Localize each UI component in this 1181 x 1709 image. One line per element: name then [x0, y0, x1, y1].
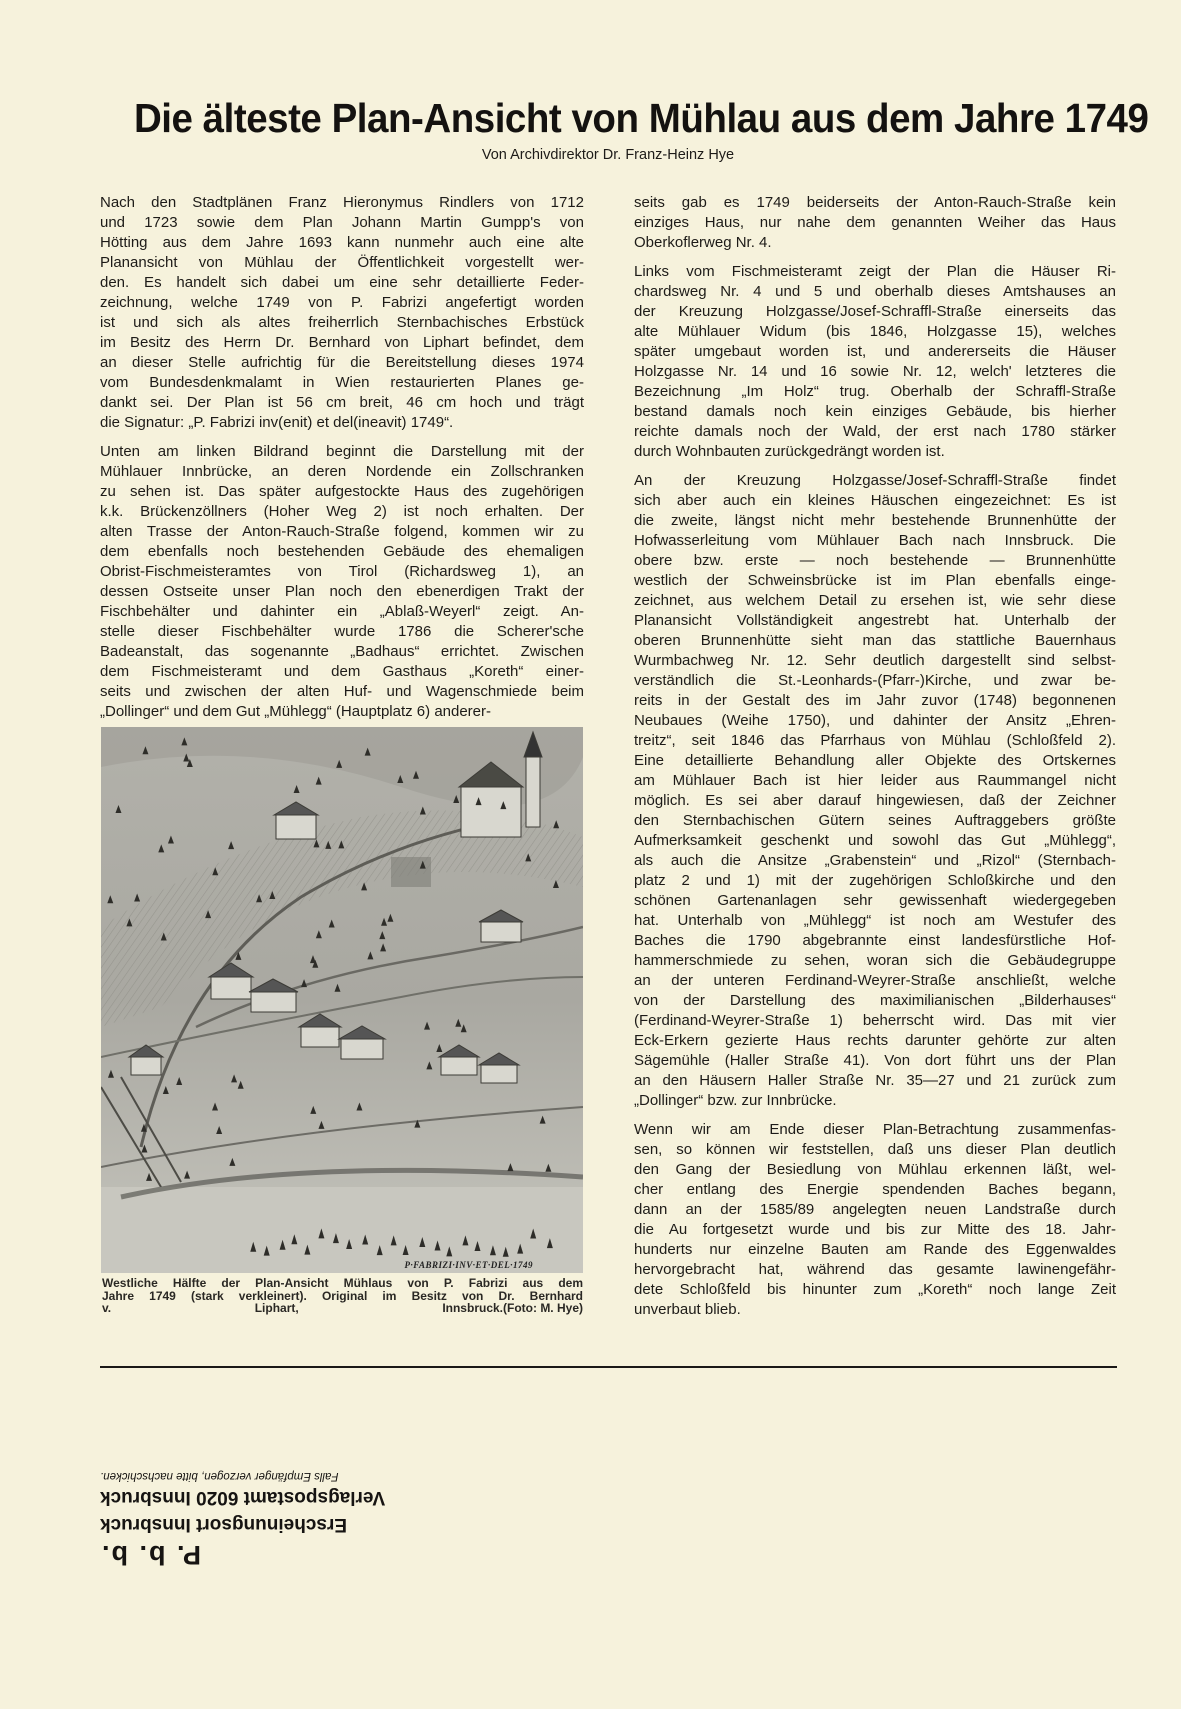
text-line: den Sternbachischen Gütern seines Auftraggebers größte [634, 812, 1116, 829]
text-line: seits und zwischen der alten Huf- und Wagenschmiede beim [100, 683, 584, 700]
text-line: platz 2 und 1) mit der zugehörigen Schloßkirche und den [634, 872, 1116, 889]
text-line: Holzgasse Nr. 14 und 16 sowie Nr. 12, welch' letzteres die [634, 363, 1116, 380]
article-title: Die älteste Plan-Ansicht von Mühlau aus dem Jahre 1749 [133, 95, 1149, 141]
erscheinungsort: Erscheinungsort Innsbruck [100, 1514, 348, 1535]
text-line: sen, so können wir feststellen, daß uns dieser Plan deutlich [634, 1141, 1116, 1158]
text-line: dessen Ostseite unser Plan noch den ebenerdigen Trakt der [100, 583, 584, 600]
verlagspostamt: Verlagspostamt 6020 Innsbruck [100, 1487, 386, 1508]
right-column [634, 193, 1116, 1329]
text-line: hammerschmiede zu sehen, woran sich die Gebäudegruppe [634, 952, 1116, 969]
text-line: hervorgebracht hat, während das gesamte lawinengefähr- [634, 1261, 1116, 1278]
text-line: die zweite, längst nicht mehr bestehende Brunnenhütte der [634, 512, 1116, 529]
text-line: Wurmbachweg Nr. 12. Sehr deutlich dargestellt sind selbst- [634, 652, 1116, 669]
text-line: Bezeichnung „Im Holz“ trug. Oberhalb der Schraffl-Straße [634, 383, 1116, 400]
text-line: „Dollinger“ und dem Gut „Mühlegg“ (Hauptplatz 6) anderer- [100, 703, 492, 720]
text-line: obere bzw. erste — noch bestehende — Brunnenhütte [634, 552, 1116, 569]
text-line: Links vom Fischmeisteramt zeigt der Plan die Häuser Ri- [634, 263, 1116, 280]
text-line: den Gang der Besiedlung von Mühlau erkennen läßt, wel- [634, 1161, 1116, 1178]
text-line: später umgebaut worden ist, und andererseits die Häuser [634, 343, 1116, 360]
text-line: dem Fischmeisteramt und dem Gasthaus „Koreth“ einer- [100, 663, 584, 680]
text-line: Hofwasserleitung vom Mühlauer Bach nach Innsbruck. Die [634, 532, 1116, 549]
text-line: „Dollinger“ bzw. zur Innbrücke. [634, 1092, 837, 1109]
left-column [100, 193, 584, 731]
text-line: dem ebenfalls noch bestehenden Gebäude des ehemaligen [100, 543, 584, 560]
text-line: dete Schloßfeld bis hinunter zum „Koreth“ noch lange Zeit [634, 1281, 1116, 1298]
text-line: an dieser Stelle aufrichtig für die Bereitstellung dieses 1974 [100, 354, 584, 371]
text-line: schönen Gartenanlagen sehr gewissenhaft wiedergegeben [634, 892, 1116, 909]
text-line: Baches die 1790 abgebrannte einst landesfürstliche Hof- [634, 932, 1116, 949]
text-line: reichte damals noch der Wald, der erst nach 1780 stärker [634, 423, 1116, 440]
text-line: alten Trasse der Anton-Rauch-Straße folgend, kommen wir zu [100, 523, 584, 540]
text-line: und 1723 sowie dem Plan Johann Martin Gumpp's von [100, 214, 584, 231]
plan-drawing-image [101, 727, 583, 1273]
text-line: hat. Unterhalb von „Mühlegg“ ist noch am Westufer des [634, 912, 1116, 929]
text-line: vom Bundesdenkmalamt in Wien restaurierten Planes ge- [100, 374, 584, 391]
paragraph [100, 193, 584, 433]
text-line: Mühlauer Innbrücke, an deren Nordende ein Zollschranken [100, 463, 584, 480]
text-line: Neubaues (Weihe 1750), und dahinter der Ansitz „Ehren- [634, 712, 1116, 729]
text-line: zu sehen ist. Das später aufgestockte Haus des zugehörigen [100, 483, 584, 500]
caption-line: Westliche Hälfte der Plan-Ansicht Mühlaus von P. Fabrizi aus dem [102, 1276, 583, 1290]
text-line: Sägemühle (Haller Straße 41). Von dort führt uns der Plan [634, 1052, 1116, 1069]
text-line: bestand damals noch kein einziges Gebäude, bis hierher [634, 403, 1116, 420]
text-line: die Signatur: „P. Fabrizi inv(enit) et del(ineavit) 1749“. [100, 414, 454, 431]
paragraph [634, 262, 1116, 462]
figure-caption [102, 1277, 583, 1315]
text-line: am Mühlauer Bach ist hier leider aus Raummangel nicht [634, 772, 1116, 789]
text-line: Planansicht von Mühlau der Öffentlichkeit vorgestellt wer- [100, 254, 584, 271]
plan-signature: P·FABRIZI·INV·ET·DEL·1749 [404, 1260, 533, 1270]
text-line: Nach den Stadtplänen Franz Hieronymus Rindlers von 1712 [100, 194, 584, 211]
text-line: den. Es handelt sich dabei um eine sehr detaillierte Feder- [100, 274, 584, 291]
text-line: Unten am linken Bildrand beginnt die Darstellung mit der [100, 443, 584, 460]
postal-imprint-upside-down [100, 1450, 430, 1572]
plan-illustration [101, 727, 583, 1273]
text-line: Eck-Erkern gezierte Haus rechts darunter gehörte zur alten [634, 1032, 1116, 1049]
text-line: westlich der Schweinsbrücke ist im Plan ebenfalls einge- [634, 572, 1116, 589]
text-line: Obrist-Fischmeisteramtes von Tirol (Richardsweg 1), an [100, 563, 584, 580]
text-line: treitz“, seit 1846 das Pfarrhaus von Mühlau (Schloßfeld 2). [634, 732, 1116, 749]
text-line: sich aber auch ein kleines Häuschen eingezeichnet: Es ist [634, 492, 1116, 509]
text-line: Hötting aus dem Jahre 1693 kann nunmehr auch eine alte [100, 234, 584, 251]
text-line: möglich. Es sei aber darauf hingewiesen, daß der Zeichner [634, 792, 1116, 809]
author-byline: Von Archivdirektor Dr. Franz-Heinz Hye [481, 147, 735, 163]
text-line: seits gab es 1749 beiderseits der Anton-Rauch-Straße kein [634, 194, 1116, 211]
pbb-mark: P. b. b. [100, 1540, 202, 1570]
caption-line: Jahre 1749 (stark verkleinert). Original im Besitz von Dr. Bernhard [102, 1288, 583, 1303]
paragraph [634, 471, 1116, 1111]
text-line: cher entlang des Energie spendenden Baches begann, [634, 1181, 1116, 1198]
text-line: stelle dieser Fischbehälter wurde 1786 die Scherer'sche [100, 623, 584, 640]
horizontal-divider [100, 1366, 1117, 1368]
text-line: von der Darstellung des maximilianischen „Bilderhauses“ [634, 992, 1116, 1009]
caption-line-last [102, 1302, 583, 1315]
text-line: an den Häusern Haller Straße Nr. 35—27 und 21 zurück zum [634, 1072, 1116, 1089]
text-line: im Besitz des Herrn Dr. Bernhard von Liphart befindet, dem [100, 334, 584, 351]
paragraph [100, 442, 584, 722]
text-line: Badeanstalt, das sogenannte „Badhaus“ errichtet. Zwischen [100, 643, 584, 660]
text-line: der Kreuzung Holzgasse/Josef-Schraffl-Straße einerseits das [634, 303, 1116, 320]
text-line: an der unteren Ferdinand-Weyrer-Straße anschließt, welche [634, 972, 1116, 989]
paragraph [634, 193, 1116, 253]
text-line: Wenn wir am Ende dieser Plan-Betrachtung zusammenfas- [634, 1121, 1116, 1138]
text-line: reits in der Gestalt des im Jahr zuvor (1748) begonnenen [634, 692, 1116, 709]
text-line: alte Mühlauer Widum (bis 1846, Holzgasse 15), welches [634, 323, 1116, 340]
text-line: hunderts nur einzelne Bauten am Rande des Eggenwaldes [634, 1241, 1116, 1258]
text-line: ist und sich als altes freiherrlich Sternbachisches Erbstück [100, 314, 584, 331]
paragraph [634, 1120, 1116, 1320]
text-line: zeichnet, aus welchem Detail zu ersehen ist, wie sehr diese [634, 592, 1116, 609]
text-line: unverbaut blieb. [634, 1301, 741, 1318]
forwarding-note: Falls Empfänger verzogen, bitte nachschicken. [100, 1470, 339, 1482]
text-line: dankt sei. Der Plan ist 56 cm breit, 46 cm hoch und trägt [100, 394, 584, 411]
text-line: Fischbehälter und dahinter ein „Ablaß-Weyerl“ zeigt. An- [100, 603, 584, 620]
text-line: verständlich die St.-Leonhards-(Pfarr-)Kirche, und zwar be- [634, 672, 1116, 689]
text-line: zeichnung, welche 1749 von P. Fabrizi angefertigt worden [100, 294, 584, 311]
text-line: Aufmerksamkeit geschenkt und sowohl das Gut „Mühlegg“, [634, 832, 1116, 849]
text-line: (Ferdinand-Weyrer-Straße 1) beherrscht wird. Das mit vier [634, 1012, 1116, 1029]
text-line: als auch die Ansitze „Grabenstein“ und „Rizol“ (Sternbach- [634, 852, 1116, 869]
text-line: Planansicht Vollständigkeit angestrebt hat. Unterhalb der [634, 612, 1116, 629]
article-title-wrap [101, 92, 1149, 144]
text-line: einziges Haus, nur nahe dem genannten Weiher das Haus [634, 214, 1116, 231]
text-line: dann an der 1585/89 angelegten neuen Landstraße durch [634, 1201, 1116, 1218]
text-line: die Au fortgesetzt wurde und bis zur Mitte des 18. Jahr- [634, 1221, 1116, 1238]
photo-credit: (Foto: M. Hye) [503, 1301, 583, 1315]
caption-location: v. Liphart, Innsbruck. [102, 1301, 503, 1315]
text-line: Oberkoflerweg Nr. 4. [634, 234, 772, 251]
text-line: durch Wohnbauten zurückgedrängt worden ist. [634, 443, 945, 460]
text-line: chardsweg Nr. 4 und 5 und oberhalb dieses Amtshauses an [634, 283, 1116, 300]
text-line: An der Kreuzung Holzgasse/Josef-Schraffl-Straße findet [634, 472, 1116, 489]
text-line: oberen Brunnenhütte sieht man das stattliche Bauernhaus [634, 632, 1116, 649]
text-line: Eine detaillierte Behandlung aller Objekte des Ortskernes [634, 752, 1116, 769]
text-line: k.k. Brückenzöllners (Hoher Weg 2) ist noch erhalten. Der [100, 503, 584, 520]
